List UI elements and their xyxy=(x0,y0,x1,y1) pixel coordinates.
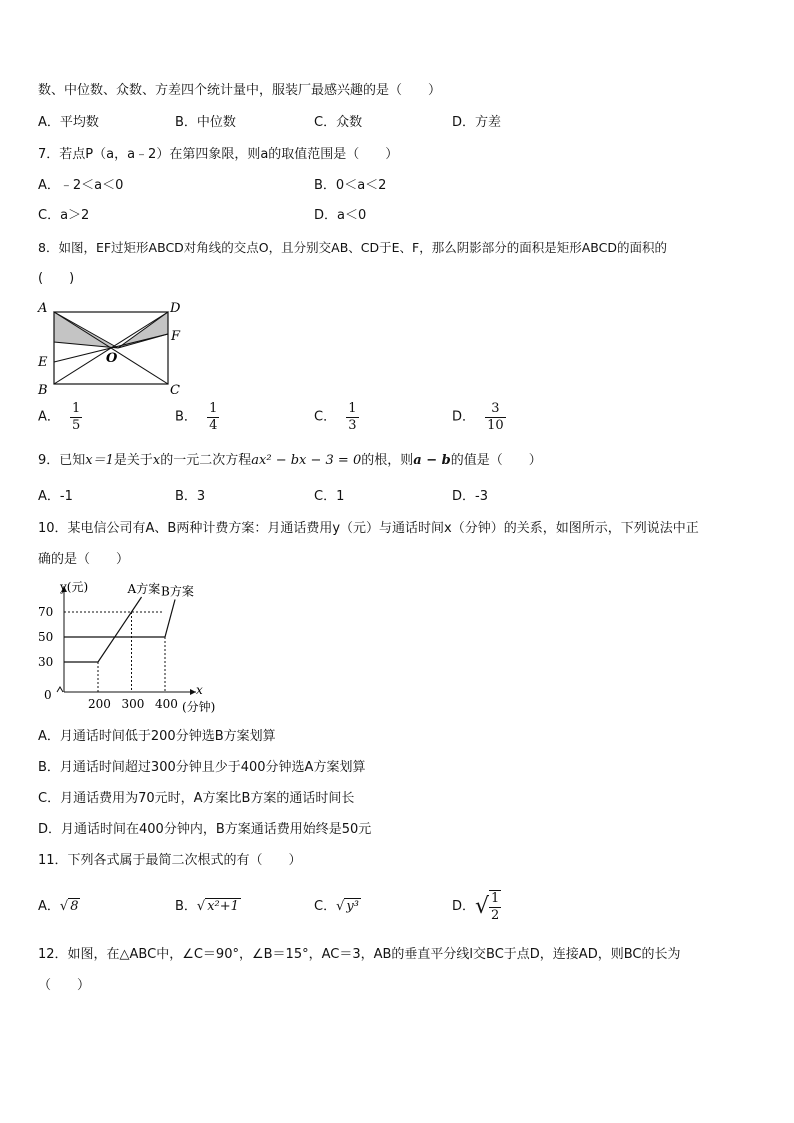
q10-option-b[interactable]: B．月通话时间超过300分钟且少于400分钟选A方案划算 xyxy=(38,760,366,775)
q6-option-b[interactable]: B．中位数 xyxy=(175,115,236,130)
q10-stem-line2: 确的是（ ） xyxy=(38,552,130,567)
q6-stem: 数、中位数、众数、方差四个统计量中，服装厂最感兴趣的是（ ） xyxy=(38,83,442,98)
q6-option-d[interactable]: D．方差 xyxy=(452,115,502,130)
q8-option-a[interactable]: A． $\frac{1}{5}$ xyxy=(38,401,81,433)
q11-stem: 11．下列各式属于最简二次根式的有（ ） xyxy=(38,853,302,868)
q11-option-c[interactable]: C．√ y³ xyxy=(314,899,359,914)
q10-option-a[interactable]: A．月通话时间低于200分钟选B方案划算 xyxy=(38,729,276,744)
q10-option-d[interactable]: D．月通话时间在400分钟内，B方案通话费用始终是50元 xyxy=(38,822,372,837)
q10-y-tick-30: 30 xyxy=(38,655,54,669)
q12-stem-line1: 12．如图，在△ABC中，∠C＝90°，∠B＝15°，AC＝3，AB的垂直平分线l交BC于点D，连接AD，则BC的长为 xyxy=(38,947,681,962)
q10-chart xyxy=(30,578,240,716)
q9-option-b[interactable]: B．3 xyxy=(175,489,206,504)
q10-x-tick-400: 400 xyxy=(155,697,178,711)
q8-option-c[interactable]: C． $\frac{1}{3}$ xyxy=(314,401,357,433)
q9-option-d[interactable]: D．-3 xyxy=(452,489,488,504)
q10-series-line-a xyxy=(64,597,142,662)
q7-stem: 7．若点P（a，a﹣2）在第四象限，则a的取值范围是（ ） xyxy=(38,147,399,162)
q11-option-d[interactable]: D．√ $\frac{1}{2}$ xyxy=(452,891,500,923)
q10-x-tick-300: 300 xyxy=(121,697,145,711)
q8-label-a: A xyxy=(38,301,48,316)
q8-stem: 8．如图，EF过矩形ABCD对角线的交点O，且分别交AB、CD于E、F，那么阴影部分的面积是矩形ABCD的面积的 xyxy=(38,240,667,255)
q10-xunit: (分钟) xyxy=(182,700,216,714)
q8-label-c: C xyxy=(170,383,180,398)
q6-option-a[interactable]: A．平均数 xyxy=(38,115,99,130)
q7-option-c[interactable]: C．a＞2 xyxy=(38,208,90,223)
q10-ylabel: y(元) xyxy=(60,580,89,594)
q10-xlabel: x xyxy=(196,683,203,697)
q12-stem-line2: （ ） xyxy=(38,978,91,993)
q8-label-d: D xyxy=(170,301,181,316)
q10-stem-line1: 10．某电信公司有A、B两种计费方案：月通话费用y（元）与通话时间x（分钟）的关系，如图所示，下列说法中正 xyxy=(38,521,699,536)
q11-option-a[interactable]: A．√ 8 xyxy=(38,899,79,914)
q8-paren: ( ) xyxy=(38,271,75,286)
q8-label-f: F xyxy=(171,329,181,344)
q6-option-c[interactable]: C．众数 xyxy=(314,115,363,130)
q8-label-b: B xyxy=(38,383,48,398)
q8-rectangle-figure xyxy=(34,296,194,398)
q10-y-tick-70: 70 xyxy=(38,605,54,619)
q8-shaded-left xyxy=(54,312,118,348)
q8-shaded-right xyxy=(118,312,168,348)
q10-series-label-b: B方案 xyxy=(161,584,194,599)
q10-series-line-b xyxy=(64,600,175,638)
q11-option-b[interactable]: B．√ x²+1 xyxy=(175,899,239,914)
q10-origin: 0 xyxy=(44,688,52,702)
q10-x-tick-200: 200 xyxy=(88,697,111,711)
q8-label-e: E xyxy=(38,355,48,370)
q10-series-label-a: A方案 xyxy=(127,582,161,596)
q8-option-b[interactable]: B． $\frac{1}{4}$ xyxy=(175,401,218,433)
q7-option-b[interactable]: B．0＜a＜2 xyxy=(314,178,387,193)
q7-option-a[interactable]: A．﹣2＜a＜0 xyxy=(38,178,124,193)
q9-option-a[interactable]: A．-1 xyxy=(38,489,73,504)
q9-option-c[interactable]: C．1 xyxy=(314,489,345,504)
q9-stem: 9．已知x＝1是关于x的一元二次方程ax² − bx − 3 = 0的根，则a − b的值是（ ） xyxy=(38,453,542,468)
q7-option-d[interactable]: D．a＜0 xyxy=(314,208,367,223)
q8-option-d[interactable]: D． $\frac{3}{10}$ xyxy=(452,401,504,433)
q10-option-c[interactable]: C．月通话费用为70元时，A方案比B方案的通话时间长 xyxy=(38,791,355,806)
q8-label-o: O xyxy=(106,351,118,366)
q10-axis-break xyxy=(57,687,63,692)
q10-y-tick-50: 50 xyxy=(38,630,54,644)
